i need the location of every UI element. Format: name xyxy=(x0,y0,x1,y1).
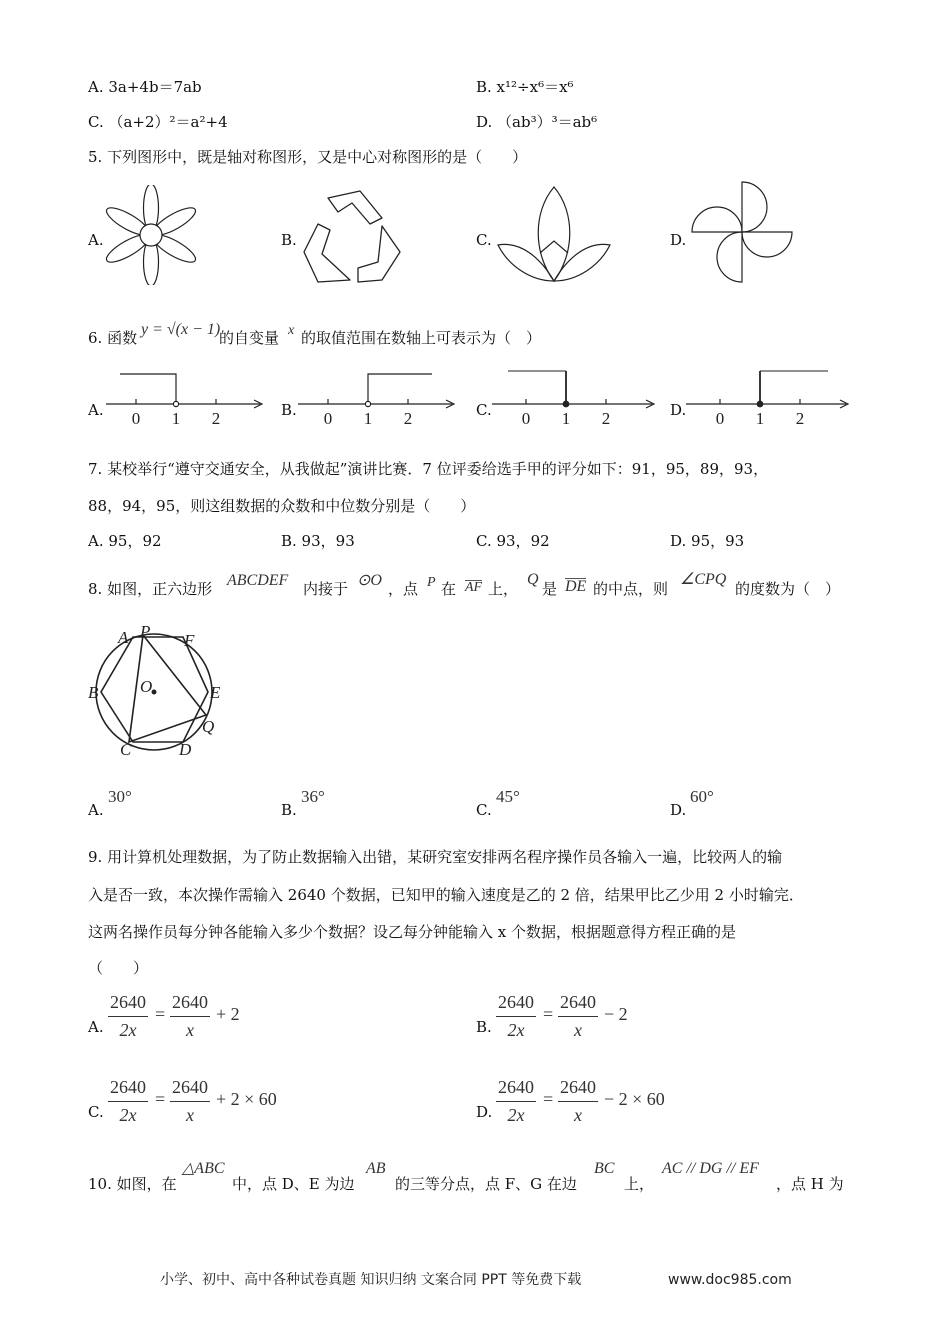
q10-side-ab: AB xyxy=(366,1160,386,1177)
q6-label-b: B. xyxy=(281,401,297,419)
q9-a-right-fraction: $\frac{2640}{x}$ xyxy=(172,992,208,1040)
q8-text-1: 8. 如图，正六边形 xyxy=(88,580,213,598)
tick-0: 0 xyxy=(715,409,725,428)
q6-label-c: C. xyxy=(476,401,492,419)
q8-label-d: D. xyxy=(670,801,687,819)
label-b: B xyxy=(88,683,99,702)
tick-0: 0 xyxy=(323,409,333,428)
q8-text-2: 内接于 xyxy=(303,580,349,598)
q9-a-equals: = xyxy=(155,1004,166,1024)
label-f: F xyxy=(184,631,195,650)
label-q: Q xyxy=(202,717,215,736)
q4-option-b: B. x¹²÷x⁶＝x⁶ xyxy=(476,78,574,96)
q7-line2: 88，94，95，则这组数据的众数和中位数分别是（ ） xyxy=(88,497,476,515)
footer-url[interactable]: www.doc985.com xyxy=(668,1272,792,1288)
q9-c-right-fraction: $\frac{2640}{x}$ xyxy=(172,1077,208,1125)
flower-figure xyxy=(104,185,200,285)
q8-point-q: Q xyxy=(527,571,539,588)
q10-side-bc: BC xyxy=(594,1160,615,1177)
q10-parallel: AC // DG // EF xyxy=(662,1160,759,1177)
q6-stem-post: 的取值范围在数轴上可表示为（ ） xyxy=(301,329,542,347)
q8-text-3: ，点 xyxy=(388,580,419,598)
number-line-b xyxy=(292,368,462,428)
q9-label-c: C. xyxy=(88,1103,104,1121)
q6-stem-pre: 6. 函数 xyxy=(88,329,138,347)
q8-label-a: A. xyxy=(88,801,104,819)
label-o: O xyxy=(140,677,153,696)
q8-text-5: 上， xyxy=(488,580,519,598)
label-a: A xyxy=(118,628,129,647)
q8-label-b: B. xyxy=(281,801,297,819)
lotus-figure xyxy=(494,183,614,285)
q9-b-right-fraction: $\frac{2640}{x}$ xyxy=(560,992,596,1040)
q9-line1: 9. 用计算机处理数据，为了防止数据输入出错，某研究室安排两名程序操作员各输入一遍，比较两人的输 xyxy=(88,848,783,866)
q8-value-d: 60° xyxy=(690,787,714,806)
footer-text: 小学、初中、高中各种试卷真题 知识归纳 文案合同 PPT 等免费下载 xyxy=(160,1272,582,1288)
q5-label-d: D. xyxy=(670,231,687,249)
q5-label-a: A. xyxy=(88,231,104,249)
q9-a-tail: + 2 xyxy=(216,1004,240,1024)
q6-function: y = √(x − 1) xyxy=(141,321,221,338)
q10-text-4: 上， xyxy=(624,1175,655,1193)
pinwheel-figure xyxy=(690,180,794,284)
q5-stem: 5. 下列图形中，既是轴对称图形，又是中心对称图形的是（ ） xyxy=(88,148,528,166)
number-line-a xyxy=(100,368,270,428)
q9-line3: 这两名操作员每分钟各能输入多少个数据？设乙每分钟能输入 x 个数据，根据题意得方程正确的是 xyxy=(88,923,737,941)
q8-text-6: 是 xyxy=(542,580,558,598)
q10-text-3: 的三等分点，点 F、G 在边 xyxy=(395,1175,577,1193)
q8-circle-name: ⊙O xyxy=(357,572,382,589)
tick-2: 2 xyxy=(795,409,805,428)
tick-1: 1 xyxy=(755,409,765,428)
q9-d-left-fraction: $\frac{2640}{2x}$ xyxy=(498,1077,534,1125)
q8-value-a: 30° xyxy=(108,787,132,806)
tick-2: 2 xyxy=(403,409,413,428)
q6-label-d: D. xyxy=(670,401,687,419)
q9-d-right-fraction: $\frac{2640}{x}$ xyxy=(560,1077,596,1125)
q7-option-d: D. 95，93 xyxy=(670,532,745,550)
q8-value-b: 36° xyxy=(301,787,325,806)
q9-d-equals: = xyxy=(543,1089,554,1109)
q10-text-1: 10. 如图，在 xyxy=(88,1175,177,1193)
q9-c-equals: = xyxy=(155,1089,166,1109)
tick-0: 0 xyxy=(521,409,531,428)
q8-arc-de: DE xyxy=(565,578,587,595)
q4-option-d: D. （ab³）³＝ab⁶ xyxy=(476,113,598,131)
q8-hexagon-name: ABCDEF xyxy=(227,572,289,589)
q7-option-c: C. 93，92 xyxy=(476,532,550,550)
q5-label-c: C. xyxy=(476,231,492,249)
q4-option-a: A. 3a+4b＝7ab xyxy=(88,78,202,96)
q6-variable: x xyxy=(288,323,295,338)
q9-a-left-fraction: $\frac{2640}{2x}$ xyxy=(110,992,146,1040)
q9-c-tail: + 2 × 60 xyxy=(216,1089,277,1109)
tick-1: 1 xyxy=(363,409,373,428)
q9-b-left-fraction: $\frac{2640}{2x}$ xyxy=(498,992,534,1040)
q9-line4: （ ） xyxy=(88,959,149,977)
q8-value-c: 45° xyxy=(496,787,520,806)
number-line-d xyxy=(682,365,857,428)
hexagon-figure xyxy=(84,620,234,762)
label-d: D xyxy=(179,740,192,759)
q4-option-c: C. （a+2）²＝a²+4 xyxy=(88,113,228,131)
q9-d-tail: − 2 × 60 xyxy=(604,1089,665,1109)
q10-triangle: △ABC xyxy=(182,1160,225,1177)
q8-point-p: P xyxy=(427,575,436,590)
tick-1: 1 xyxy=(171,409,181,428)
label-p: P xyxy=(140,622,151,641)
q8-text-4: 在 xyxy=(441,580,457,598)
label-e: E xyxy=(210,683,221,702)
q10-text-2: 中，点 D、E 为边 xyxy=(232,1175,355,1193)
q8-text-7: 的中点，则 xyxy=(593,580,669,598)
q9-label-b: B. xyxy=(476,1018,492,1036)
q7-option-a: A. 95，92 xyxy=(88,532,162,550)
recycle-figure xyxy=(300,188,404,286)
q8-text-8: 的度数为（ ） xyxy=(735,580,841,598)
q9-line2: 入是否一致，本次操作需输入 2640 个数据，已知甲的输入速度是乙的 2 倍，结果甲比乙少用 2 小时输完． xyxy=(88,886,804,904)
q10-text-5: ，点 H 为 xyxy=(776,1175,844,1193)
q8-label-c: C. xyxy=(476,801,492,819)
number-line-c xyxy=(488,365,663,428)
q6-stem-mid: 的自变量 xyxy=(219,329,280,347)
q6-label-a: A. xyxy=(88,401,104,419)
q7-line1: 7. 某校举行“遵守交通安全，从我做起”演讲比赛．7 位评委给选手甲的评分如下：91，95，89，93， xyxy=(88,460,769,478)
q7-option-b: B. 93，93 xyxy=(281,532,355,550)
q8-arc-af: AF xyxy=(465,580,483,595)
tick-0: 0 xyxy=(131,409,141,428)
tick-1: 1 xyxy=(561,409,571,428)
q5-label-b: B. xyxy=(281,231,297,249)
q9-b-equals: = xyxy=(543,1004,554,1024)
q9-label-a: A. xyxy=(88,1018,104,1036)
q8-angle-cpq: ∠CPQ xyxy=(680,571,727,588)
q9-c-left-fraction: $\frac{2640}{2x}$ xyxy=(110,1077,146,1125)
tick-2: 2 xyxy=(601,409,611,428)
label-c: C xyxy=(120,740,132,759)
q9-b-tail: − 2 xyxy=(604,1004,628,1024)
q9-label-d: D. xyxy=(476,1103,493,1121)
tick-2: 2 xyxy=(211,409,221,428)
